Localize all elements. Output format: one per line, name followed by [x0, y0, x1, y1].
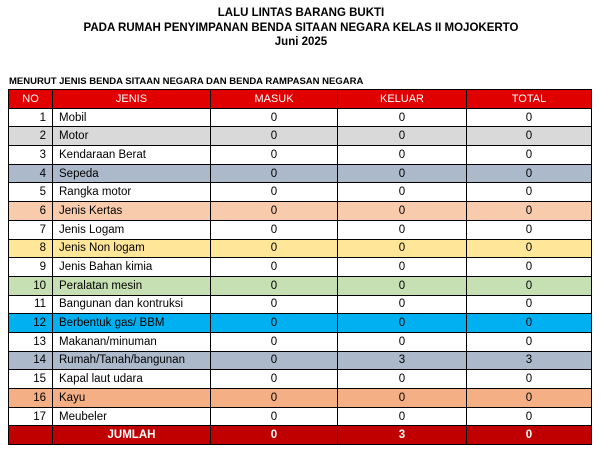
table-row [9, 332, 592, 351]
total-total-cell: 0 [467, 426, 592, 445]
row-no-cell: 9 [9, 258, 53, 277]
row-masuk-cell: 0 [211, 332, 338, 351]
row-masuk-cell: 0 [211, 146, 338, 165]
table-row [9, 258, 592, 277]
row-masuk-cell: 0 [211, 314, 338, 333]
total-label-cell: JUMLAH [53, 426, 211, 445]
row-masuk-cell: 0 [211, 164, 338, 183]
row-jenis-cell: Makanan/minuman [53, 332, 211, 351]
row-keluar-cell: 0 [338, 332, 467, 351]
row-jenis-cell: Rumah/Tanah/bangunan [53, 351, 211, 370]
table-row [9, 389, 592, 408]
column-header-total: TOTAL [467, 90, 592, 109]
row-keluar-cell: 0 [338, 164, 467, 183]
table-row [9, 183, 592, 202]
table-body [9, 108, 592, 426]
row-jenis-cell: Jenis Non logam [53, 239, 211, 258]
row-masuk-cell: 0 [211, 389, 338, 408]
row-keluar-cell: 0 [338, 314, 467, 333]
row-keluar-cell: 0 [338, 389, 467, 408]
row-keluar-cell: 0 [338, 108, 467, 127]
row-no-cell: 5 [9, 183, 53, 202]
row-keluar-cell: 0 [338, 183, 467, 202]
column-header-masuk: MASUK [211, 90, 338, 109]
table-row [9, 239, 592, 258]
column-header-no: NO [9, 90, 53, 109]
row-jenis-cell: Sepeda [53, 164, 211, 183]
row-jenis-cell: Kendaraan Berat [53, 146, 211, 165]
row-no-cell: 12 [9, 314, 53, 333]
row-keluar-cell: 0 [338, 295, 467, 314]
row-masuk-cell: 0 [211, 258, 338, 277]
row-jenis-cell: Kapal laut udara [53, 370, 211, 389]
row-total-cell: 0 [467, 389, 592, 408]
table-subtitle: MENURUT JENIS BENDA SITAAN NEGARA DAN BENDA RAMPASAN NEGARA [9, 76, 364, 87]
row-jenis-cell: Jenis Kertas [53, 202, 211, 221]
column-header-keluar: KELUAR [338, 90, 467, 109]
row-keluar-cell: 3 [338, 351, 467, 370]
row-jenis-cell: Jenis Bahan kimia [53, 258, 211, 277]
row-masuk-cell: 0 [211, 370, 338, 389]
table-header-row [9, 90, 592, 109]
table-row [9, 108, 592, 127]
row-masuk-cell: 0 [211, 295, 338, 314]
row-masuk-cell: 0 [211, 127, 338, 146]
row-no-cell: 2 [9, 127, 53, 146]
total-keluar-cell: 3 [338, 426, 467, 445]
row-total-cell: 3 [467, 351, 592, 370]
row-masuk-cell: 0 [211, 108, 338, 127]
row-masuk-cell: 0 [211, 407, 338, 426]
table-row [9, 370, 592, 389]
row-no-cell: 14 [9, 351, 53, 370]
row-total-cell: 0 [467, 295, 592, 314]
row-no-cell: 17 [9, 407, 53, 426]
row-keluar-cell: 0 [338, 220, 467, 239]
row-no-cell: 7 [9, 220, 53, 239]
table-row [9, 220, 592, 239]
row-no-cell: 3 [9, 146, 53, 165]
row-no-cell: 4 [9, 164, 53, 183]
row-jenis-cell: Bangunan dan kontruksi [53, 295, 211, 314]
report-title-block [0, 6, 602, 50]
row-masuk-cell: 0 [211, 239, 338, 258]
row-masuk-cell: 0 [211, 220, 338, 239]
row-masuk-cell: 0 [211, 183, 338, 202]
row-keluar-cell: 0 [338, 127, 467, 146]
row-jenis-cell: Rangka motor [53, 183, 211, 202]
row-masuk-cell: 0 [211, 351, 338, 370]
row-total-cell: 0 [467, 332, 592, 351]
row-total-cell: 0 [467, 146, 592, 165]
row-jenis-cell: Peralatan mesin [53, 276, 211, 295]
row-keluar-cell: 0 [338, 239, 467, 258]
row-total-cell: 0 [467, 108, 592, 127]
row-masuk-cell: 0 [211, 276, 338, 295]
row-total-cell: 0 [467, 202, 592, 221]
row-total-cell: 0 [467, 407, 592, 426]
row-total-cell: 0 [467, 276, 592, 295]
row-keluar-cell: 0 [338, 370, 467, 389]
goods-traffic-table [8, 89, 592, 445]
total-masuk-cell: 0 [211, 426, 338, 445]
row-keluar-cell: 0 [338, 202, 467, 221]
row-total-cell: 0 [467, 164, 592, 183]
row-total-cell: 0 [467, 239, 592, 258]
row-keluar-cell: 0 [338, 258, 467, 277]
total-no-cell [9, 426, 53, 445]
row-keluar-cell: 0 [338, 407, 467, 426]
row-jenis-cell: Kayu [53, 389, 211, 408]
row-keluar-cell: 0 [338, 146, 467, 165]
row-jenis-cell: Berbentuk gas/ BBM [53, 314, 211, 333]
row-total-cell: 0 [467, 314, 592, 333]
row-jenis-cell: Mobil [53, 108, 211, 127]
row-jenis-cell: Motor [53, 127, 211, 146]
row-total-cell: 0 [467, 258, 592, 277]
row-no-cell: 15 [9, 370, 53, 389]
row-jenis-cell: Meubeler [53, 407, 211, 426]
row-no-cell: 16 [9, 389, 53, 408]
row-no-cell: 1 [9, 108, 53, 127]
table-row [9, 146, 592, 165]
row-jenis-cell: Jenis Logam [53, 220, 211, 239]
table-row [9, 164, 592, 183]
table-row [9, 276, 592, 295]
row-no-cell: 13 [9, 332, 53, 351]
report-title-line2: PADA RUMAH PENYIMPANAN BENDA SITAAN NEGARA KELAS II MOJOKERTO [83, 21, 519, 34]
column-header-jenis: JENIS [53, 90, 211, 109]
row-total-cell: 0 [467, 220, 592, 239]
table-row [9, 314, 592, 333]
row-total-cell: 0 [467, 183, 592, 202]
row-no-cell: 10 [9, 276, 53, 295]
row-total-cell: 0 [467, 370, 592, 389]
row-keluar-cell: 0 [338, 276, 467, 295]
report-title-line1: LALU LINTAS BARANG BUKTI [217, 7, 385, 19]
table-row [9, 407, 592, 426]
report-period: Juni 2025 [274, 36, 328, 48]
row-masuk-cell: 0 [211, 202, 338, 221]
table-row [9, 351, 592, 370]
table-row [9, 295, 592, 314]
row-no-cell: 11 [9, 295, 53, 314]
row-no-cell: 8 [9, 239, 53, 258]
table-row [9, 127, 592, 146]
total-row [9, 426, 592, 445]
table-row [9, 202, 592, 221]
row-total-cell: 0 [467, 127, 592, 146]
row-no-cell: 6 [9, 202, 53, 221]
